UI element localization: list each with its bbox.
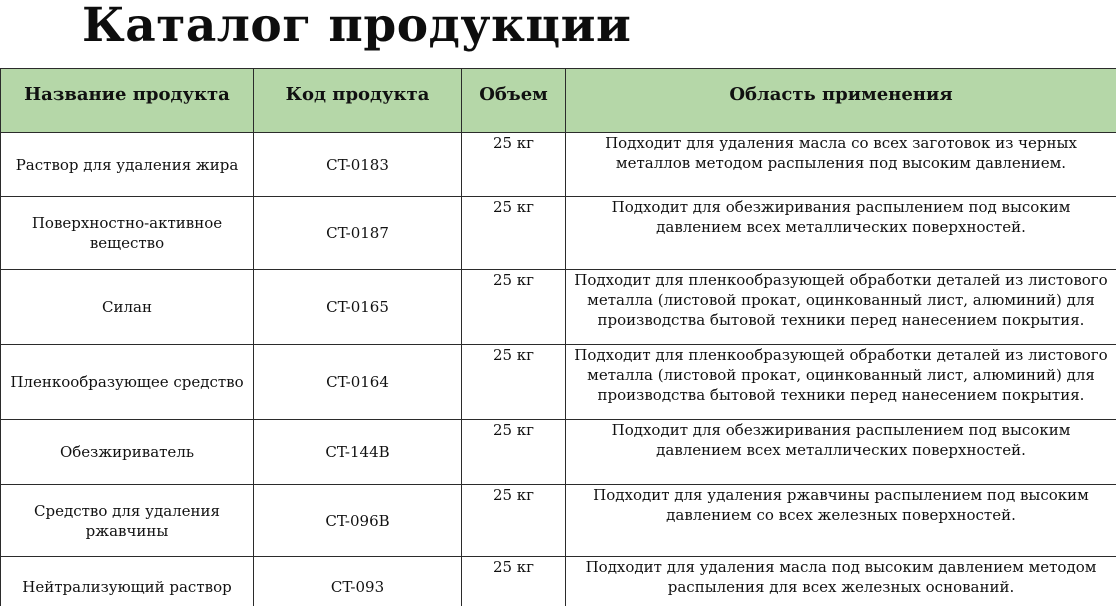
volume-cell: 25 кг [462, 197, 566, 270]
application-cell: Подходит для обезжиривания распылением под высоким давлением всех металлических поверхностей. [566, 420, 1116, 485]
table-header-row [1, 69, 1116, 133]
table-row [1, 197, 1116, 270]
table-row [1, 270, 1116, 345]
header-product-name: Название продукта [1, 69, 254, 133]
volume-cell: 25 кг [462, 270, 566, 345]
volume-cell: 25 кг [462, 133, 566, 197]
product-code-cell: CT-0183 [254, 133, 462, 197]
page-title: Каталог продукции [82, 0, 632, 53]
table-row [1, 557, 1116, 606]
application-cell: Подходит для пленкообразующей обработки деталей из листового металла (листовой прокат, оцинкованный лист, алюминий) для производства бытовой техники перед нанесением покрытия. [566, 345, 1116, 420]
product-code-cell: CT-0165 [254, 270, 462, 345]
application-cell: Подходит для обезжиривания распылением под высоким давлением всех металлических поверхностей. [566, 197, 1116, 270]
product-code-cell: CT-096B [254, 485, 462, 557]
product-code-cell: CT-0164 [254, 345, 462, 420]
header-product-code: Код продукта [254, 69, 462, 133]
table-row [1, 345, 1116, 420]
table-row [1, 485, 1116, 557]
volume-cell: 25 кг [462, 345, 566, 420]
product-name-cell: Поверхностно-активное вещество [1, 197, 254, 270]
product-name-cell: Нейтрализующий раствор [1, 557, 254, 606]
header-volume: Объем [462, 69, 566, 133]
product-code-cell: CT-0187 [254, 197, 462, 270]
application-cell: Подходит для пленкообразующей обработки деталей из листового металла (листовой прокат, оцинкованный лист, алюминий) для производства бытовой техники перед нанесением покрытия. [566, 270, 1116, 345]
product-name-cell: Обезжириватель [1, 420, 254, 485]
volume-cell: 25 кг [462, 557, 566, 606]
application-cell: Подходит для удаления ржавчины распылением под высоким давлением со всех железных поверхностей. [566, 485, 1116, 557]
application-cell: Подходит для удаления масла под высоким давлением методом распыления для всех железных оснований. [566, 557, 1116, 606]
volume-cell: 25 кг [462, 485, 566, 557]
application-cell: Подходит для удаления масла со всех заготовок из черных металлов методом распыления под высоким давлением. [566, 133, 1116, 197]
product-name-cell: Силан [1, 270, 254, 345]
table-row [1, 420, 1116, 485]
product-name-cell: Раствор для удаления жира [1, 133, 254, 197]
table-row [1, 133, 1116, 197]
volume-cell: 25 кг [462, 420, 566, 485]
product-name-cell: Средство для удаления ржавчины [1, 485, 254, 557]
product-code-cell: CT-093 [254, 557, 462, 606]
product-code-cell: CT-144B [254, 420, 462, 485]
product-name-cell: Пленкообразующее средство [1, 345, 254, 420]
header-application: Область применения [566, 69, 1116, 133]
product-catalog-table [0, 68, 1116, 606]
